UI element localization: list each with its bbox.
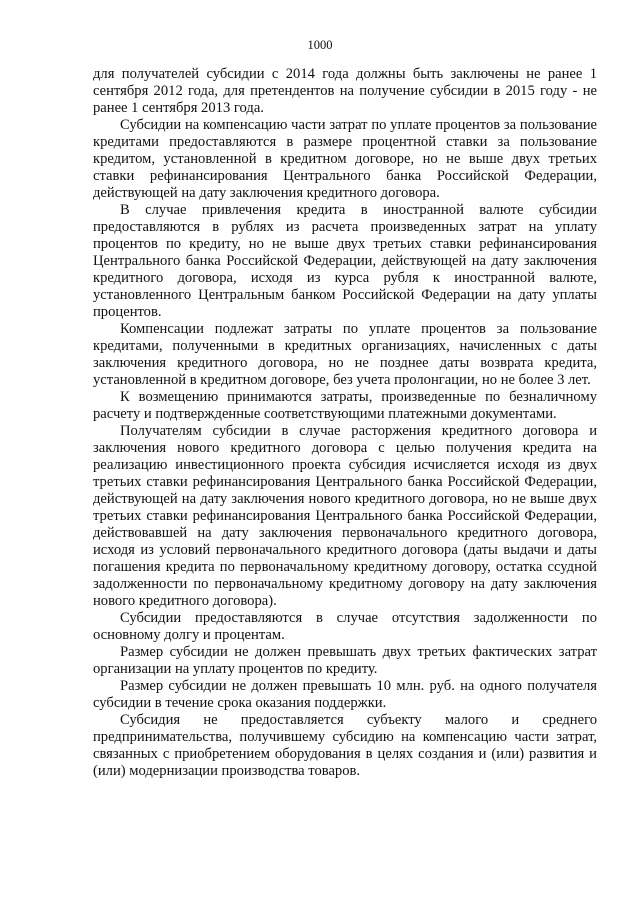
- paragraph-foreign-currency: В случае привлечения кредита в иностранной валюте субсидии предоставляются в рублях из расчета произведенных затрат на уплату процентов по кредиту, но не выше двух третьих ставки рефинансирования Центрального банка Российской Федерации, действующей на дату заключения кредитного договора, исходя из курса рубля к иностранной валюте, установленного Центральным банком Российской Федерации на дату уплаты процентов.: [93, 202, 597, 320]
- paragraph-exclusion: Субсидия не предоставляется субъекту малого и среднего предпринимательства, получившему субсидию на компенсацию части затрат, связанных с приобретением оборудования в целях создания и (или) развития и (или) модернизации производства товаров.: [93, 712, 597, 779]
- paragraph-no-arrears: Субсидии предоставляются в случае отсутствия задолженности по основному долгу и процентам.: [93, 610, 597, 643]
- paragraph-continuation: для получателей субсидии с 2014 года должны быть заключены не ранее 1 сентября 2012 года, для претендентов на получение субсидии в 2015 году - не ранее 1 сентября 2013 года.: [93, 66, 597, 116]
- paragraph-new-credit-agreement: Получателям субсидии в случае расторжения кредитного договора и заключения нового кредитного договора с целью получения кредита на реализацию инвестиционного проекта субсидия исчисляется исходя из двух третьих ставки рефинансирования Центрального банка Российской Федерации, действующей на дату заключения нового кредитного договора, но не выше двух третьих ставки рефинансирования Центрального банка Российской Федерации, действовавшей на дату заключения первоначального кредитного договора, исходя из условий первоначального кредитного договора (даты выдачи и даты погашения кредита по первоначальному кредитному договору, остатка ссудной задолженности по первоначальному кредитному договору на дату заключения нового кредитного договора).: [93, 423, 597, 609]
- document-body: [93, 66, 597, 780]
- page-number: 1000: [307, 38, 333, 52]
- paragraph-cashless-payment: К возмещению принимаются затраты, произведенные по безналичному расчету и подтвержденные соответствующими платежными документами.: [93, 389, 597, 422]
- paragraph-compensable-costs: Компенсации подлежат затраты по уплате процентов за пользование кредитами, полученными в кредитных организациях, начисленных с даты заключения кредитного договора, но не позднее даты возврата кредита, установленной в кредитном договоре, без учета пролонгации, но не более 3 лет.: [93, 321, 597, 388]
- paragraph-interest-rate: Субсидии на компенсацию части затрат по уплате процентов за пользование кредитами предоставляются в размере процентной ставки за пользование кредитом, установленной в кредитном договоре, но не выше двух третьих ставки рефинансирования Центрального банка Российской Федерации, действующей на дату заключения кредитного договора.: [93, 117, 597, 201]
- paragraph-10-million-limit: Размер субсидии не должен превышать 10 млн. руб. на одного получателя субсидии в течение срока оказания поддержки.: [93, 678, 597, 711]
- paragraph-two-thirds-limit: Размер субсидии не должен превышать двух третьих фактических затрат организации на уплату процентов по кредиту.: [93, 644, 597, 677]
